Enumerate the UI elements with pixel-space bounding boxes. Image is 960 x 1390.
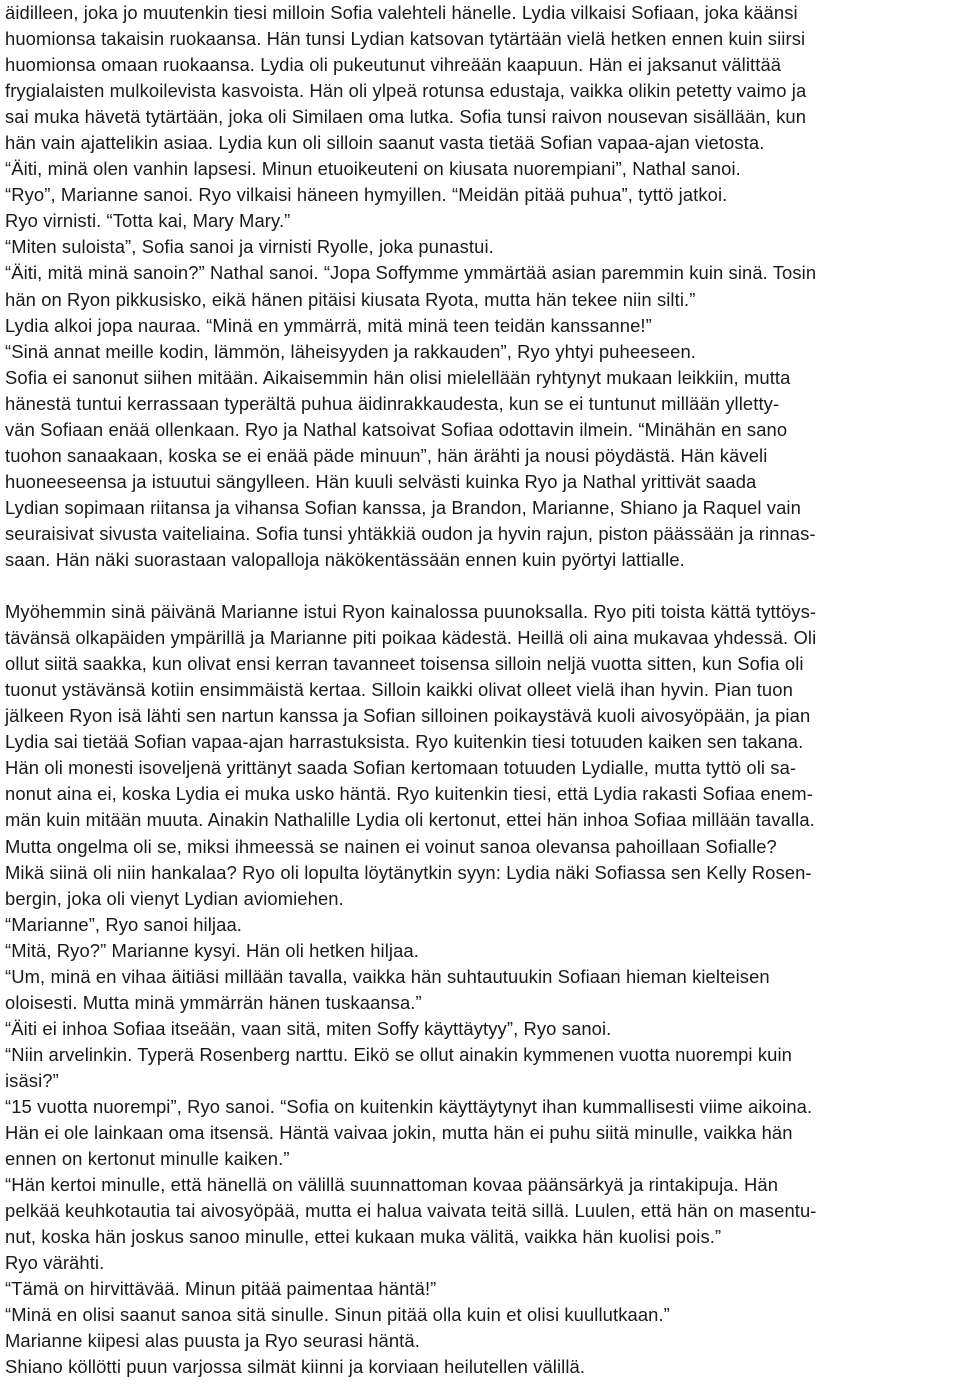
text-line: “Ryo”, Marianne sanoi. Ryo vilkaisi häneen hymyillen. “Meidän pitää puhua”, tyttö jatkoi. (5, 184, 728, 206)
paragraph-1 (5, 0, 954, 573)
text-line: isäsi?” (5, 1069, 59, 1091)
text-line: pelkää keuhkotautia tai aivosyöpää, mutta ei halua vaivata teitä sillä. Luulen, että hän on masentu- (5, 1200, 817, 1222)
text-line: “Hän kertoi minulle, että hänellä on välillä suunnattoman kovaa päänsärkyä ja rintakipuja. Hän (5, 1174, 779, 1196)
text-line: frygialaisten mulkoilevista kasvoista. Hän oli ylpeä rotunsa edustaja, vaikka olikin petetty vaimo ja (5, 80, 807, 102)
text-line: “Minä en olisi saanut sanoa sitä sinulle. Sinun pitää olla kuin et olisi kuullutkaan.” (5, 1304, 670, 1326)
text-line: huomionsa omaan ruokaansa. Lydia oli pukeutunut vihreään kaapuun. Hän ei jaksanut välittää (5, 54, 782, 76)
text-line: ollut siitä saakka, kun olivat ensi kerran tavanneet toisensa silloin neljä vuotta sitten, kun Sofia oli (5, 653, 804, 675)
text-line: ennen on kertonut minulle kaiken.” (5, 1148, 290, 1170)
text-line: oloisesti. Mutta minä ymmärrän hänen tuskaansa.” (5, 991, 422, 1013)
text-line: Lydia sai tietää Sofian vapaa-ajan harrastuksista. Ryo kuitenkin tiesi totuuden kaiken sen takana. (5, 731, 804, 753)
text-line: seuraisivat sivusta vaiteliaina. Sofia tunsi yhtäkkiä oudon ja hyvin rajun, piston päässään ja rinnas- (5, 522, 816, 544)
text-line: huoneeseensa ja istuutui sängylleen. Hän kuuli selvästi kuinka Ryo ja Nathal yrittivät saada (5, 470, 757, 492)
paragraph-gap (5, 573, 954, 599)
text-line: bergin, joka oli vienyt Lydian aviomiehen. (5, 887, 344, 909)
text-line: hän vain ajattelikin asiaa. Lydia kun oli silloin saanut vasta tietää Sofian vapaa-ajan vietosta. (5, 132, 765, 154)
text-line: hänestä tuntui kerrassaan typerältä puhua äidinrakkaudesta, kun se ei tuntunut millään ylletty- (5, 392, 780, 414)
text-line: Hän ei ole lainkaan oma itsensä. Häntä vaivaa jokin, mutta hän ei puhu siitä minulle, vaikka hän (5, 1122, 793, 1144)
text-line: huomionsa takaisin ruokaansa. Hän tunsi Lydian katsovan tytärtään vielä hetken ennen kuin siirsi (5, 28, 806, 50)
text-line: jälkeen Ryon isä lähti sen nartun kanssa ja Sofian silloinen poikaystävä kuoli aivosyöpään, ja pian (5, 705, 811, 727)
text-line: Lydian sopimaan riitansa ja vihansa Sofian kanssa, ja Brandon, Marianne, Shiano ja Raquel vain (5, 496, 801, 518)
text-line: äidilleen, joka jo muutenkin tiesi milloin Sofia valehteli hänelle. Lydia vilkaisi Sofiaan, joka käänsi (5, 2, 798, 23)
text-line: nut, koska hän joskus sanoo minulle, ettei kukaan muka välitä, vaikka hän kuolisi pois.” (5, 1226, 722, 1248)
text-line: “Tämä on hirvittävää. Minun pitää paimentaa häntä!” (5, 1278, 437, 1300)
text-line: tävänsä olkapäiden ympärillä ja Marianne piti poikaa kädestä. Heillä oli aina mukavaa yhdessä. Oli (5, 627, 817, 649)
text-line: Ryo värähti. (5, 1252, 105, 1274)
text-line: “Marianne”, Ryo sanoi hiljaa. (5, 913, 242, 935)
text-line: Mikä siinä oli niin hankalaa? Ryo oli lopulta löytänytkin syyn: Lydia näki Sofiassa sen Kelly Rosen- (5, 861, 812, 883)
text-line: “15 vuotta nuorempi”, Ryo sanoi. “Sofia on kuitenkin käyttäytynyt ihan kummallisesti viime aikoina. (5, 1095, 813, 1117)
text-line: Sofia ei sanonut siihen mitään. Aikaisemmin hän olisi mielellään ryhtynyt mukaan leikkiin, mutta (5, 366, 791, 388)
text-line: tuonut ystävänsä kotiin ensimmäistä kertaa. Silloin kaikki olivat olleet vielä ihan hyvin. Pian tuon (5, 679, 793, 701)
paragraph-2 (5, 599, 954, 1380)
text-line: vän Sofiaan enää ollenkaan. Ryo ja Nathal katsoivat Sofiaa odottavin ilmein. “Minähän en sano (5, 418, 788, 440)
text-line: män kuin mitään muuta. Ainakin Nathalille Lydia oli kertonut, ettei hän inhoa Sofiaa millään tavalla. (5, 809, 815, 831)
text-line: “Mitä, Ryo?” Marianne kysyi. Hän oli hetken hiljaa. (5, 939, 419, 961)
text-line: sai muka hävetä tytärtään, joka oli Similaen oma lutka. Sofia tunsi raivon nousevan sisällään, kun (5, 106, 807, 128)
text-line: Myöhemmin sinä päivänä Marianne istui Ryon kainalossa puunoksalla. Ryo piti toista kättä tyttöys- (5, 601, 817, 623)
text-line: nonut aina ei, koska Lydia ei muka usko häntä. Ryo kuitenkin tiesi, että Lydia rakasti Sofiaa enem- (5, 783, 813, 805)
text-line: Hän oli monesti isoveljenä yrittänyt saada Sofian kertomaan totuuden Lydialle, mutta tyttö oli sa- (5, 757, 797, 779)
text-line: “Miten suloista”, Sofia sanoi ja virnisti Ryolle, joka punastui. (5, 236, 494, 258)
text-line: Ryo virnisti. “Totta kai, Mary Mary.” (5, 210, 291, 232)
text-line: “Äiti, minä olen vanhin lapsesi. Minun etuoikeuteni on kiusata nuorempiani”, Nathal sanoi. (5, 158, 741, 180)
text-line: hän on Ryon pikkusisko, eikä hänen pitäisi kiusata Ryota, mutta hän tekee niin silti.” (5, 288, 696, 310)
text-line: tuohon sanaakaan, koska se ei enää päde minuun”, hän ärähti ja nousi pöydästä. Hän käveli (5, 444, 768, 466)
text-line: Mutta ongelma oli se, miksi ihmeessä se nainen ei voinut sanoa olevansa pahoillaan Sofialle? (5, 835, 777, 857)
text-line: Shiano köllötti puun varjossa silmät kiinni ja korviaan heilutellen välillä. (5, 1356, 586, 1378)
text-line: Lydia alkoi jopa nauraa. “Minä en ymmärrä, mitä minä teen teidän kanssanne!” (5, 314, 652, 336)
text-line: “Äiti, mitä minä sanoin?” Nathal sanoi. “Jopa Soffymme ymmärtää asian paremmin kuin sinä. Tosin (5, 262, 817, 284)
text-line: “Um, minä en vihaa äitiäsi millään tavalla, vaikka hän suhtautuukin Sofiaan hieman kielteisen (5, 965, 770, 987)
text-line: “Niin arvelinkin. Typerä Rosenberg narttu. Eikö se ollut ainakin kymmenen vuotta nuorempi kuin (5, 1043, 792, 1065)
text-line: “Sinä annat meille kodin, lämmön, läheisyyden ja rakkauden”, Ryo yhtyi puheeseen. (5, 340, 696, 362)
text-line: Marianne kiipesi alas puusta ja Ryo seurasi häntä. (5, 1330, 420, 1352)
text-line: “Äiti ei inhoa Sofiaa itseään, vaan sitä, miten Soffy käyttäytyy”, Ryo sanoi. (5, 1017, 612, 1039)
text-line: saan. Hän näki suorastaan valopalloja näkökentässään ennen kuin pyörtyi lattialle. (5, 548, 685, 570)
